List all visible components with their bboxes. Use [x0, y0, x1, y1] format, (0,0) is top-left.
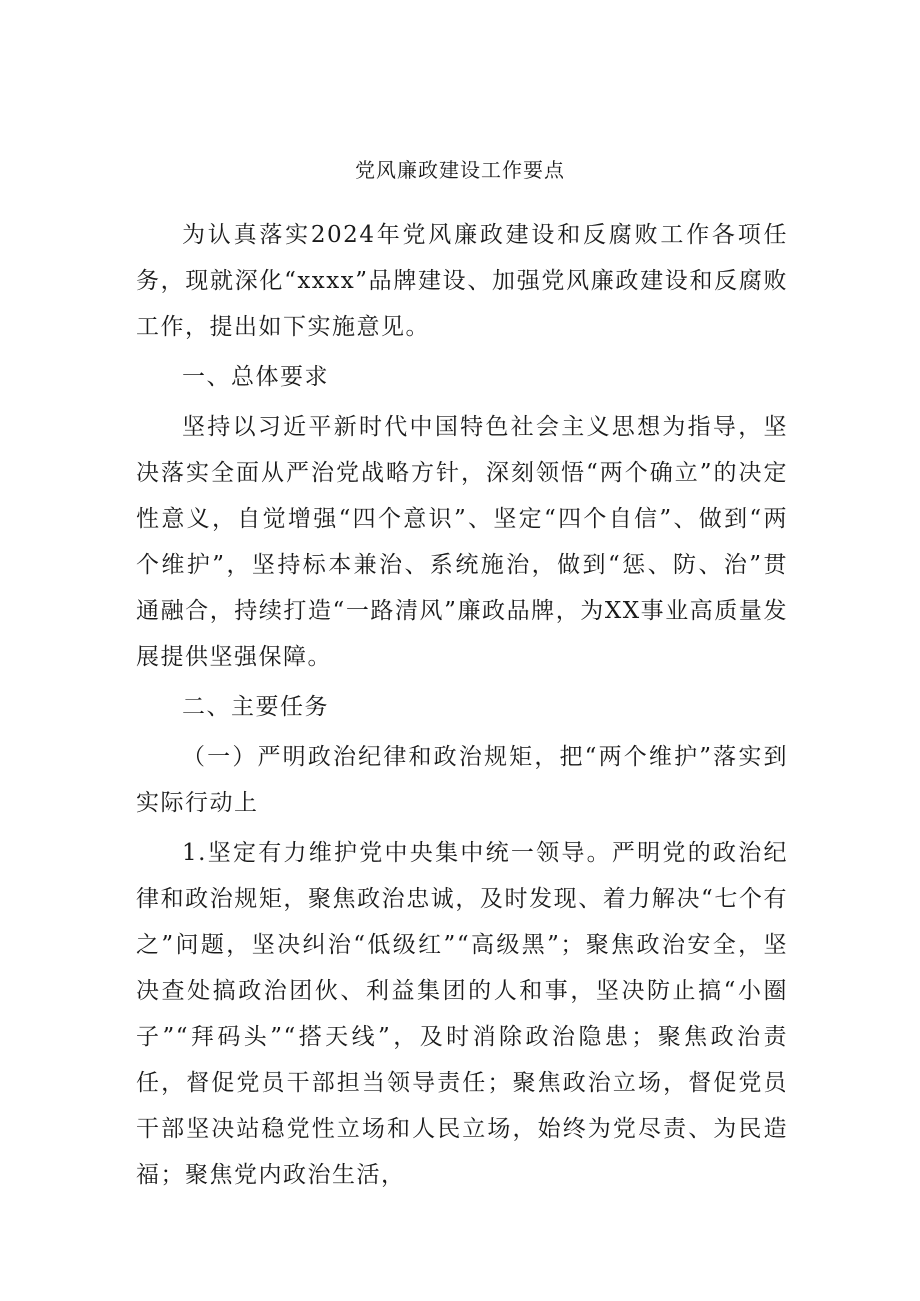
document-body	[136, 212, 788, 1198]
item-1-paragraph: 1.坚定有力维护党中央集中统一领导。严明党的政治纪律和政治规矩，聚焦政治忠诚，及时发现、着力解决“七个有之”问题，坚决纠治“低级红”“高级黑”；聚焦政治安全，坚决查处搞政治团伙、利益集团的人和事，坚决防止搞“小圈子”“拜码头”“搭天线”，及时消除政治隐患；聚焦政治责任，督促党员干部担当领导责任；聚焦政治立场，督促党员干部坚决站稳党性立场和人民立场，始终为党尽责、为民造福；聚焦党内政治生活，	[136, 840, 788, 1188]
section-heading-main-tasks: 二、主要任务	[182, 694, 329, 720]
subsection-heading-political-discipline: （一）严明政治纪律和政治规矩，把“两个维护”落实到实际行动上	[136, 744, 788, 816]
document-title: 党风廉政建设工作要点	[355, 158, 565, 182]
section-heading-general-requirements: 一、总体要求	[182, 364, 329, 390]
general-requirements-paragraph: 坚持以习近平新时代中国特色社会主义思想为指导，坚决落实全面从严治党战略方针，深刻领悟“两个确立”的决定性意义，自觉增强“四个意识”、坚定“四个自信”、做到“两个维护”，坚持标本兼治、系统施治，做到“惩、防、治”贯通融合，持续打造“一路清风”廉政品牌，为XX事业高质量发展提供坚强保障。	[136, 414, 788, 670]
intro-paragraph: 为认真落实2024年党风廉政建设和反腐败工作各项任务，现就深化“xxxx”品牌建设、加强党风廉政建设和反腐败工作，提出如下实施意见。	[136, 222, 788, 340]
